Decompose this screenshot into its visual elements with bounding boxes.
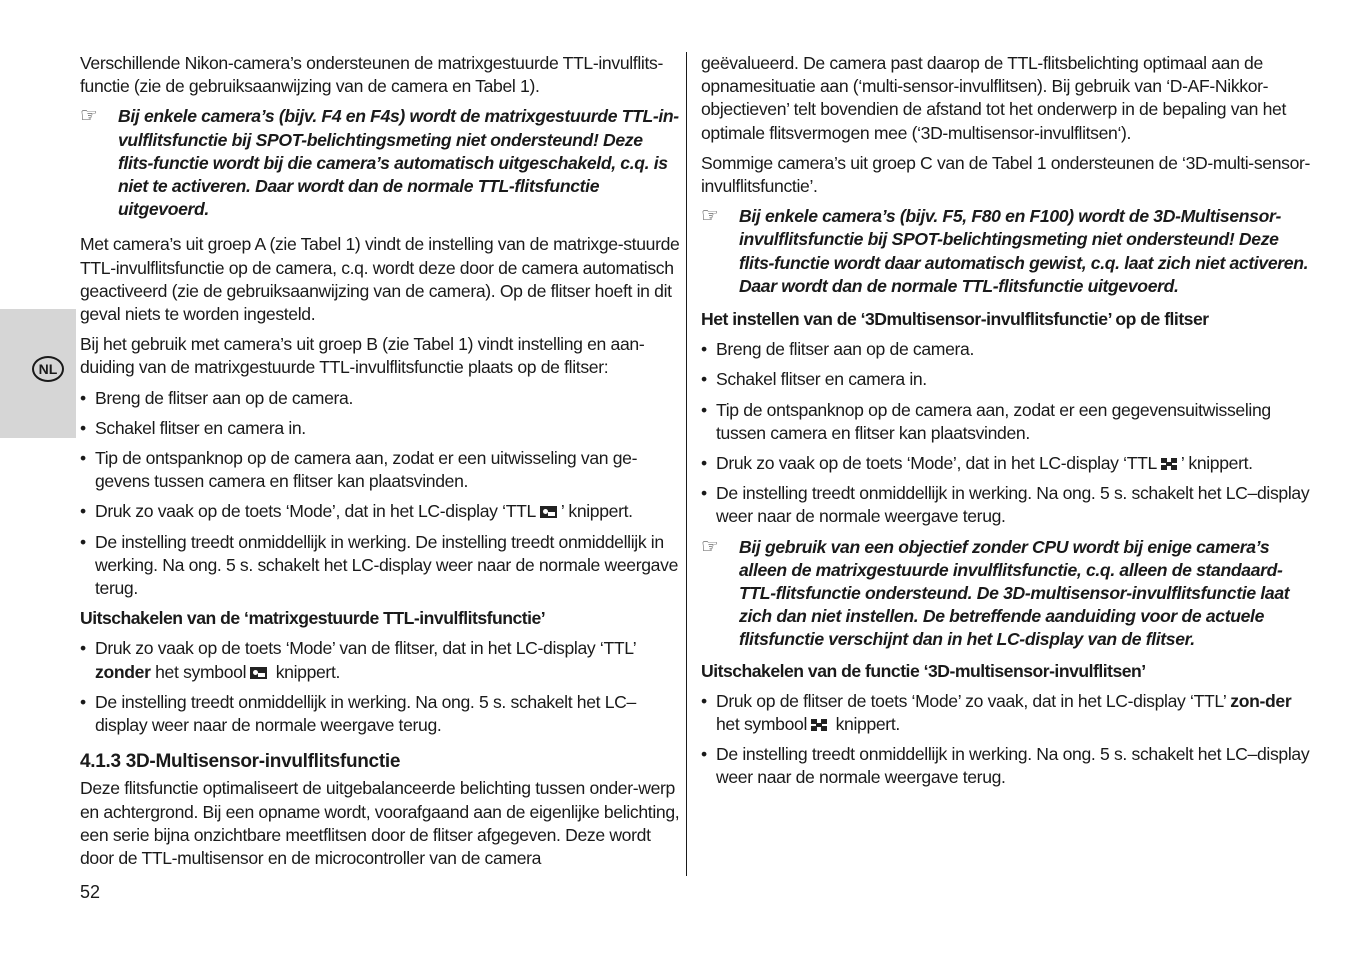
pointing-hand-icon: ☞ <box>701 205 719 228</box>
left-column <box>80 52 680 877</box>
section-heading: 4.1.3 3D-Multisensor-invulflitsfunctie <box>80 751 401 773</box>
list-item: • De instelling treedt onmiddellijk in werking. Na ong. 5 s. schakelt het LC–display weer naar de normale weergave terug. <box>701 482 1311 528</box>
note-text: Bij gebruik van een objectief zonder CPU wordt bij enige camera’s alleen de matrixgestuurde invulflitsfunctie, c.q. alleen de standaard-TTL-flitsfunctie ondersteund. De 3D-multisensor-invulflitsfunctie laat zich dan niet instellen. De betreffende aanduiding voor de actuele flitsfunctie verschijnt dan in het LC-display van de flitser. <box>739 536 1290 650</box>
fill-flash-symbol-icon <box>540 506 557 518</box>
bullet-icon: • <box>80 691 86 712</box>
list-item: • Schakel flitser en camera in. <box>701 368 1311 391</box>
bullet-icon: • <box>701 369 707 390</box>
note-text: Bij enkele camera’s (bijv. F5, F80 en F100) wordt de 3D-Multisensor-invulflitsfunctie bij SPOT-belichtingsmeting niet ondersteund! Deze flits-functie wordt daar automatisch gewist, c.q. laat zich niet activeren. Daar wordt dan de normale TTL-flitsfunctie uitgevoerd. <box>739 206 1309 296</box>
3d-multisensor-symbol-icon <box>1161 458 1177 470</box>
bullet-icon: • <box>80 387 86 408</box>
column-divider <box>686 52 687 876</box>
3d-multisensor-symbol-icon <box>811 719 827 731</box>
list-item: • Tip de ontspanknop op de camera aan, zodat er een uitwisseling van ge-gevens tussen camera en flitser kan plaatsvinden. <box>80 447 680 493</box>
bullet-icon: • <box>80 638 86 659</box>
fill-flash-symbol-icon <box>250 667 267 679</box>
bullet-icon: • <box>80 531 86 552</box>
paragraph: Verschillende Nikon-camera’s ondersteunen de matrixgestuurde TTL-invulflits-functie (zie de gebruiksaanwijzing van de camera en Tabel 1). <box>80 53 663 97</box>
bullet-icon: • <box>701 399 707 420</box>
bullet-icon: • <box>701 339 707 360</box>
note-block <box>80 105 680 221</box>
paragraph: Bij het gebruik met camera’s uit groep B (zie Tabel 1) vindt instelling en aan-duiding van de matrixgestuurde TTL-invulflitsfunctie plaats op de flitser: <box>80 334 645 378</box>
list-item: • Druk zo vaak op de toets ‘Mode’, dat in het LC-display ‘TTL ’ knippert. <box>701 452 1311 475</box>
list-item: • Druk zo vaak op de toets ‘Mode’ van de flitser, dat in het LC-display ‘TTL’ zonder het symbool knippert. <box>80 637 680 683</box>
list-item: • Tip de ontspanknop op de camera aan, zodat er een gegevensuitwisseling tussen camera en flitser kan plaatsvinden. <box>701 399 1311 445</box>
note-block <box>701 205 1311 298</box>
list-item: • Druk op de flitser de toets ‘Mode’ zo vaak, dat in het LC-display ‘TTL’ zon-der het symbool knippert. <box>701 690 1311 736</box>
subheading: Uitschakelen van de functie ‘3D-multisensor-invulflitsen’ <box>701 660 1146 681</box>
paragraph: geëvalueerd. De camera past daarop de TTL-flitsbelichting optimaal aan de opnamesituatie aan (‘multi-sensor-invulflitsen). Bij gebruik van ‘D-AF-Nikkor-objectieven’ telt bovendien de afstand tot het onderwerp in de bepaling van het optimale flitsvermogen mee (‘3D-multisensor-invulflitsen‘). <box>701 53 1286 143</box>
note-block <box>701 536 1311 652</box>
list-item: • De instelling treedt onmiddellijk in werking. Na ong. 5 s. schakelt het LC–display weer naar de normale weergave terug. <box>80 691 680 737</box>
list-item: • De instelling treedt onmiddellijk in werking. Na ong. 5 s. schakelt het LC–display weer naar de normale weergave terug. <box>701 743 1311 789</box>
list-item: • Schakel flitser en camera in. <box>80 417 680 440</box>
list-item: • De instelling treedt onmiddellijk in werking. De instelling treedt onmiddellijk in werking. Na ong. 5 s. schakelt het LC-display weer naar de normale weergave terug. <box>80 531 680 601</box>
subheading: Het instellen van de ‘3Dmultisensor-invulflitsfunctie’ op de flitser <box>701 309 1209 330</box>
bullet-icon: • <box>701 453 707 474</box>
list-item: • Breng de flitser aan op de camera. <box>701 338 1311 361</box>
paragraph: Met camera’s uit groep A (zie Tabel 1) vindt de instelling van de matrixge-stuurde TTL-invulflitsfunctie op de camera, c.q. wordt deze door de camera automatisch geactiveerd (zie de gebruiksaanwijzing van de camera). Op de flitser hoeft in dit geval niets te worden ingesteld. <box>80 234 680 325</box>
paragraph: Sommige camera’s uit groep C van de Tabel 1 ondersteunen de ‘3D-multi-sensor-invulflitsfunctie’. <box>701 152 1311 197</box>
subheading: Uitschakelen van de ‘matrixgestuurde TTL-invulflitsfunctie’ <box>80 608 546 629</box>
bullet-icon: • <box>701 690 707 711</box>
pointing-hand-icon: ☞ <box>80 105 98 128</box>
paragraph: Deze flitsfunctie optimaliseert de uitgebalanceerde belichting tussen onder-werp en achtergrond. Bij een opname wordt, voorafgaand aan de eigenlijke belichting, een serie bijna onzichtbare meetflitsen door de flitser afgegeven. Deze wordt door de TTL-multisensor en de microcontroller van de camera <box>80 778 680 869</box>
right-column <box>701 52 1311 797</box>
list-item: • Druk zo vaak op de toets ‘Mode’, dat in het LC-display ‘TTL ’ knippert. <box>80 500 680 523</box>
bullet-icon: • <box>80 501 86 522</box>
bullet-icon: • <box>701 483 707 504</box>
bullet-icon: • <box>80 417 86 438</box>
note-text: Bij enkele camera’s (bijv. F4 en F4s) wordt de matrixgestuurde TTL-in-vulflitsfunctie bij SPOT-belichtingsmeting niet ondersteund! Deze flits-functie wordt bij die camera’s automatisch uitgeschakeld, c.q. is niet te activeren. Daar wordt dan de normale TTL-flitsfunctie uitgevoerd. <box>118 106 679 220</box>
bullet-icon: • <box>701 744 707 765</box>
page-number: 52 <box>80 882 101 902</box>
list-item: • Breng de flitser aan op de camera. <box>80 387 680 410</box>
pointing-hand-icon: ☞ <box>701 535 719 558</box>
language-badge: NL <box>32 356 64 382</box>
bullet-icon: • <box>80 448 86 469</box>
